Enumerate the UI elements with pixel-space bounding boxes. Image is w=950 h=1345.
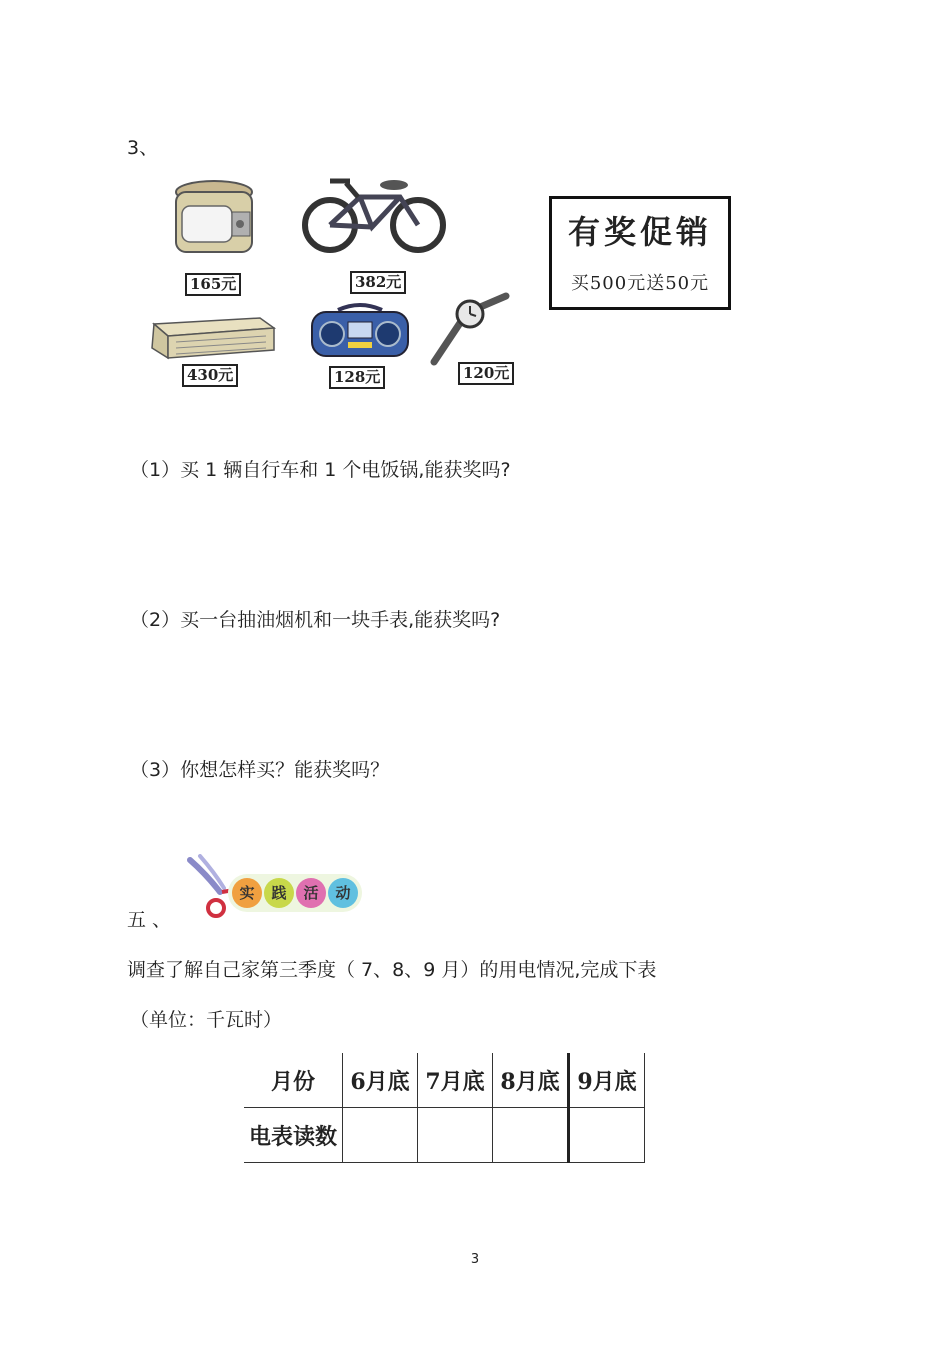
- row-header-meter-reading: 电表读数: [244, 1108, 343, 1163]
- promotion-subtitle: 买500元送50元: [570, 273, 710, 294]
- section-3-label: 3、: [127, 137, 159, 159]
- promotion-title: 有奖促销: [567, 213, 712, 251]
- question-3: （3）你想怎样买？能获奖吗？: [130, 759, 390, 781]
- unit-note: （单位：千瓦时）: [130, 1009, 283, 1031]
- question-2: （2）买一台抽油烟机和一块手表,能获奖吗?: [130, 609, 501, 631]
- task-instruction: 调查了解自己家第三季度（ 7、8、9 月）的用电情况,完成下表: [127, 959, 657, 981]
- badge-char: 动: [328, 878, 358, 908]
- price-tag-watch: 120元: [458, 362, 514, 385]
- radio-icon: [308, 302, 412, 358]
- promotion-box: [549, 196, 731, 310]
- rice-cooker-icon: [170, 178, 260, 262]
- bicycle-icon: [300, 175, 450, 255]
- price-tag-radio: 128元: [329, 366, 385, 389]
- question-1: （1）买 1 辆自行车和 1 个电饭锅,能获奖吗?: [130, 459, 511, 481]
- row-header-month: 月份: [244, 1053, 343, 1108]
- column-header: 6月底: [343, 1053, 418, 1108]
- badge-char: 践: [264, 878, 294, 908]
- column-header: 7月底: [418, 1053, 493, 1108]
- table-cell[interactable]: [418, 1108, 493, 1163]
- electricity-table: [244, 1053, 645, 1163]
- price-tag-rice-cooker: 165元: [185, 273, 241, 296]
- badge-char: 实: [232, 878, 262, 908]
- section-5-label: 五 、: [127, 909, 172, 931]
- table-cell[interactable]: [343, 1108, 418, 1163]
- table-row: [244, 1053, 645, 1108]
- price-tag-bicycle: 382元: [350, 271, 406, 294]
- watch-icon: [428, 290, 514, 366]
- practice-activity-badge: [228, 874, 362, 912]
- badge-char: 活: [296, 878, 326, 908]
- range-hood-icon: [148, 314, 278, 360]
- column-header: 8月底: [493, 1053, 569, 1108]
- table-row: [244, 1108, 645, 1163]
- column-header: 9月底: [569, 1053, 645, 1108]
- table-cell[interactable]: [493, 1108, 569, 1163]
- table-cell[interactable]: [569, 1108, 645, 1163]
- price-tag-range-hood: 430元: [182, 364, 238, 387]
- page-number: 3: [470, 1252, 480, 1267]
